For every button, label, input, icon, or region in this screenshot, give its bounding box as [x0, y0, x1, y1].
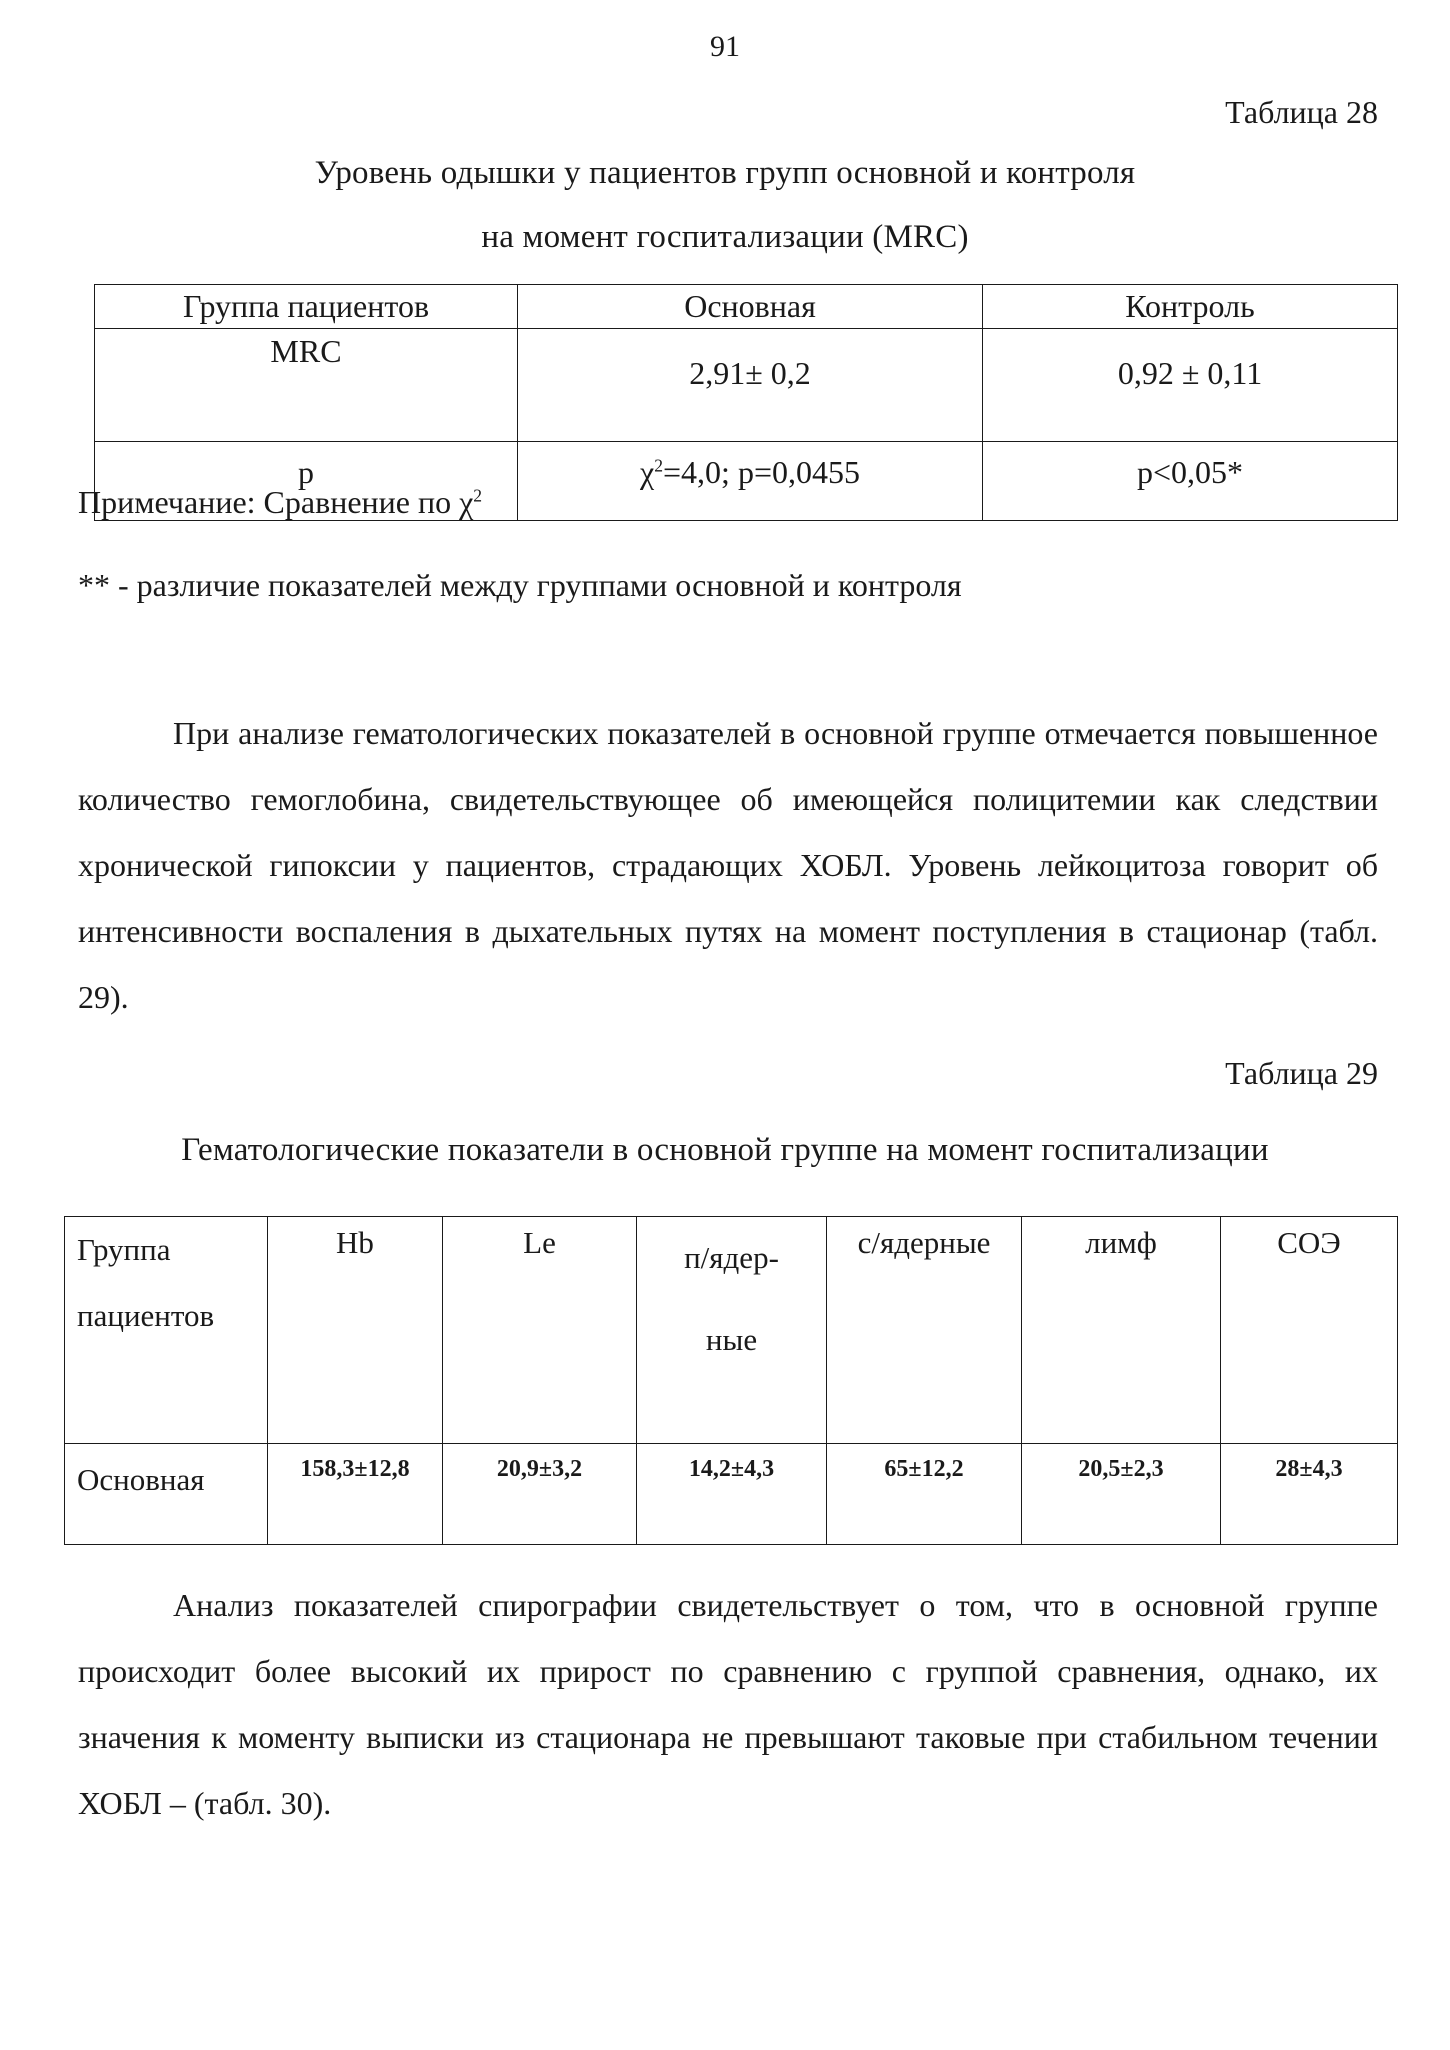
table-29-cell-hb: 158,3±12,8: [268, 1444, 443, 1545]
table-28-cell-main-mrc: 2,91± 0,2: [518, 329, 983, 442]
table-29-header-lymph: лимф: [1022, 1217, 1221, 1444]
table-28-cell-control-mrc: 0,92 ± 0,11: [983, 329, 1398, 442]
note-chi-exponent: 2: [473, 485, 483, 506]
paragraph-2: [78, 1572, 1378, 1836]
table-28-cell-control-p: p<0,05*: [983, 442, 1398, 521]
table-28-caption: Таблица 28: [1225, 94, 1378, 130]
table-28-cell-main-p: [518, 442, 983, 521]
table-28-header-group: Группа пациентов: [95, 285, 518, 329]
table-29-cell-p-nuclear: 14,2±4,3: [637, 1444, 827, 1545]
table-28-row-label-p: p: [95, 442, 518, 521]
table-29-header-p-line-2: ные: [705, 1322, 758, 1357]
table-29-cell-lymph: 20,5±2,3: [1022, 1444, 1221, 1545]
table-29: [64, 1216, 1398, 1545]
table-29-cell-s-nuclear: 65±12,2: [827, 1444, 1022, 1545]
table-29-header-p-line-1: п/ядер-: [684, 1240, 779, 1275]
table-28-header-main: Основная: [518, 285, 983, 329]
table-28-row-label-mrc: MRC: [95, 329, 518, 442]
table-29-header-group-line-2: пациентов: [77, 1298, 215, 1333]
table-29-header-group: [65, 1217, 268, 1444]
table-29-header-p-nuclear: [637, 1217, 827, 1444]
table-29-row-label: Основная: [65, 1444, 268, 1545]
table-28-title-line-1: Уровень одышки у пациентов групп основной и контроля: [314, 155, 1136, 191]
note-text: Примечание: Сравнение по: [78, 484, 460, 520]
table-29-cell-le: 20,9±3,2: [443, 1444, 637, 1545]
table-29-header-hb: Hb: [268, 1217, 443, 1444]
paragraph-1: [78, 700, 1378, 1030]
chi-exponent: 2: [654, 455, 663, 476]
table-28-header-control: Контроль: [983, 285, 1398, 329]
page-number: 91: [710, 30, 740, 63]
table-29-header-le: Le: [443, 1217, 637, 1444]
chi-symbol: χ: [640, 454, 655, 490]
table-28-title-line-2: на момент госпитализации (MRC): [481, 219, 969, 255]
table-29-header-group-line-1: Группа: [77, 1232, 171, 1267]
table-28-note: [78, 484, 482, 521]
table-29-header-s-nuclear: с/ядерные: [827, 1217, 1022, 1444]
table-28-footnote: ** - различие показателей между группами основной и контроля: [78, 567, 962, 603]
table-29-title: Гематологические показатели в основной группе на момент госпитализации: [181, 1132, 1269, 1168]
note-chi-symbol: χ: [459, 484, 474, 520]
table-29-header-soe: СОЭ: [1221, 1217, 1398, 1444]
paragraph-2-text: Анализ показателей спирографии свидетельствует о том, что в основной группе происходит более высокий их прирост по сравнению с группой сравнения, однако, их значения к моменту выписки из стационара не превышают таковые при стабильном течении ХОБЛ – (табл. 30).: [78, 1587, 1378, 1821]
table-29-caption: Таблица 29: [1225, 1055, 1378, 1091]
table-29-cell-soe: 28±4,3: [1221, 1444, 1398, 1545]
chi-value: =4,0; p=0,0455: [663, 454, 860, 490]
paragraph-1-text: При анализе гематологических показателей в основной группе отмечается повышенное количество гемоглобина, свидетельствующее об имеющейся полицитемии как следствии хронической гипоксии у пациентов, страдающих ХОБЛ. Уровень лейкоцитоза говорит об интенсивности воспаления в дыхательных путях на момент поступления в стационар (табл. 29).: [78, 715, 1378, 1015]
